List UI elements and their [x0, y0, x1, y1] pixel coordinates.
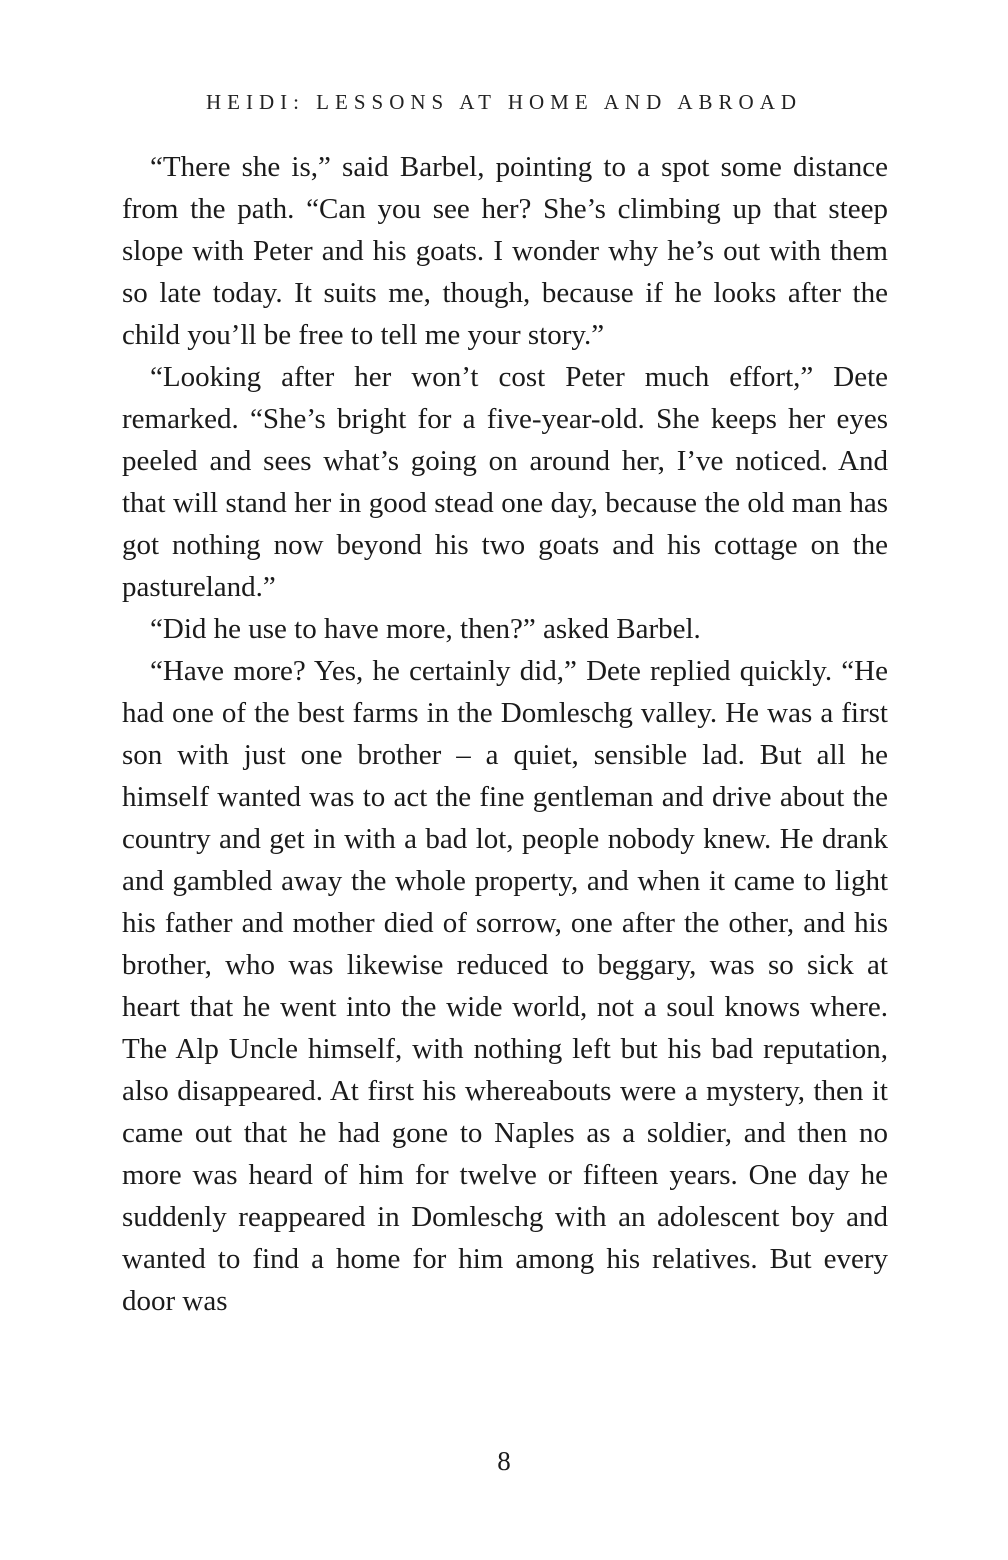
- paragraph: “Did he use to have more, then?” asked Barbel.: [150, 613, 701, 645]
- paragraph: “There she is,” said Barbel, pointing to a spot some distance from the path. “Can you see her? She’s climbing up that steep slope with Peter and his goats. I wonder why he’s out with them so late today. It suits me, though, because if he looks after the child you’ll be free to tell me your story.”: [122, 151, 888, 351]
- running-header: HEIDI: LESSONS AT HOME AND ABROAD: [205, 90, 803, 114]
- page-number: 8: [497, 1446, 511, 1476]
- body-text: [122, 146, 888, 1322]
- paragraph: “Have more? Yes, he certainly did,” Dete replied quickly. “He had one of the best farms in the Domleschg valley. He was a first son with just one brother – a quiet, sensible lad. But all he himself wanted was to act the fine gentleman and drive about the country and get in with a bad lot, people nobody knew. He drank and gambled away the whole property, and when it came to light his father and mother died of sorrow, one after the other, and his brother, who was likewise reduced to beggary, was so sick at heart that he went into the wide world, not a soul knows where. The Alp Uncle himself, with nothing left but his bad reputation, also disappeared. At first his whereabouts were a mystery, then it came out that he had gone to Naples as a soldier, and then no more was heard of him for twelve or fifteen years. One day he suddenly reappeared in Domleschg with an adolescent boy and wanted to find a home for him among his relatives. But every door was: [122, 655, 888, 1317]
- paragraph: “Looking after her won’t cost Peter much effort,” Dete remarked. “She’s bright for a five-year-old. She keeps her eyes peeled and sees what’s going on around her, I’ve noticed. And that will stand her in good stead one day, because the old man has got nothing now beyond his two goats and his cottage on the pastureland.”: [122, 361, 888, 603]
